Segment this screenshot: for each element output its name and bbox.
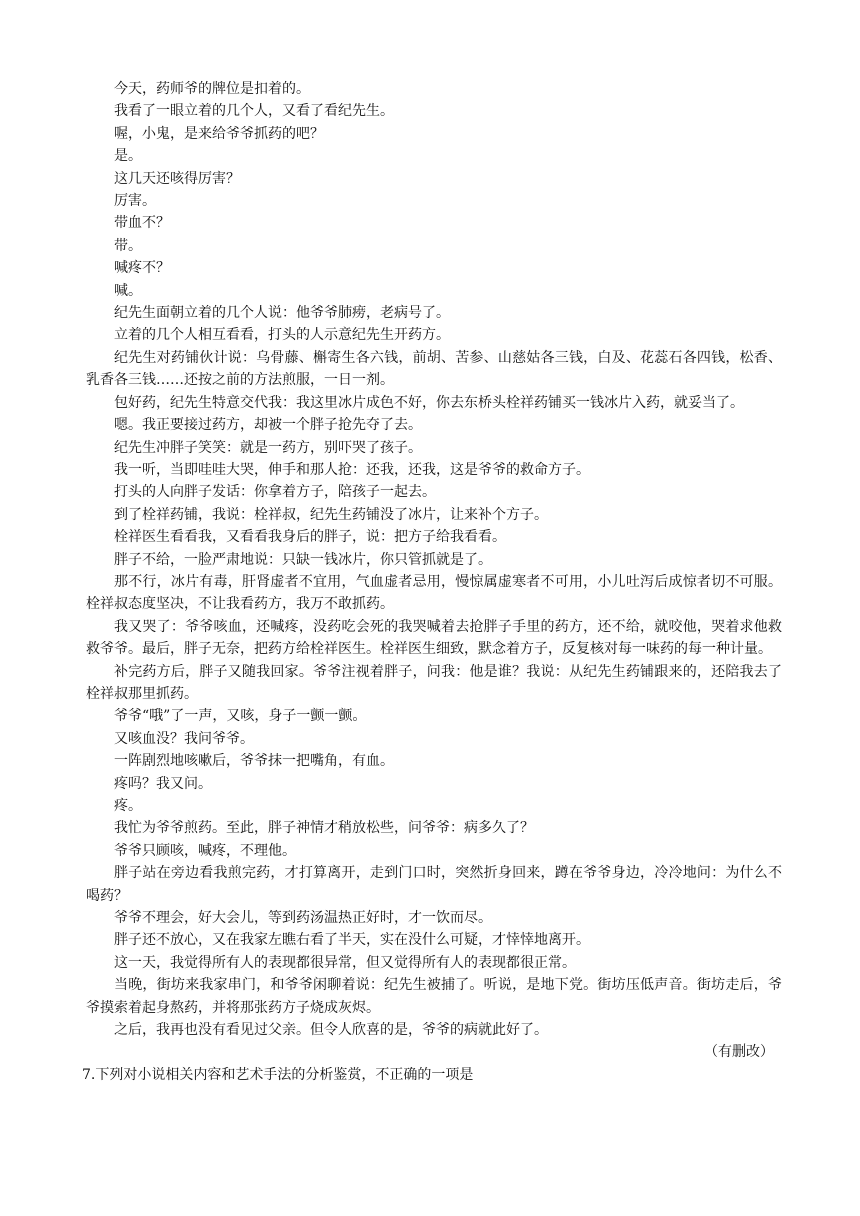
paragraph: 带血不？ [114,215,170,232]
paragraph: 补完药方后，胖子又随我回家。爷爷注视着胖子，问我：他是谁？我说：从纪先生药铺跟来的，还陪我去了栓祥叔那里抓药。 [86,663,782,702]
paragraph: 又咳血没？我问爷爷。 [114,730,254,747]
paragraph: 纪先生面朝立着的几个人说：他爷爷肺痨，老病号了。 [114,305,450,322]
source-note: （有删改） [704,1044,774,1061]
paragraph: 嗯。我正要接过药方，却被一个胖子抢先夺了去。 [114,417,422,434]
paragraph: 今天，药师爷的牌位是扣着的。 [114,81,310,97]
paragraph: 我忙为爷爷煎药。至此，胖子神情才稍放松些，问爷爷：病多久了？ [114,820,534,837]
paragraph: 带。 [114,237,142,254]
paragraph: 厉害。 [114,193,156,210]
paragraph: 喊疼不？ [114,260,170,277]
paragraph: 到了栓祥药铺，我说：栓祥叔，纪先生药铺没了冰片，让来补个方子。 [114,506,548,523]
paragraph: 胖子不给，一脸严肃地说：只缺一钱冰片，你只管抓就是了。 [114,551,492,568]
paragraph: 一阵剧烈地咳嗽后，爷爷抹一把嘴角，有血。 [114,753,394,770]
paragraph: 爷爷不理会，好大会儿，等到药汤温热正好时，才一饮而尽。 [114,910,492,927]
paragraph: 是。 [114,148,142,165]
paragraph: 纪先生冲胖子笑笑：就是一药方，别吓哭了孩子。 [114,439,422,456]
paragraph: 纪先生对药铺伙计说：乌骨藤、槲寄生各六钱，前胡、苦参、山慈姑各三钱，白及、花蕊石各四钱，松香、乳香各三钱……还按之前的方法煎服，一日一剂。 [86,349,782,389]
paragraph: 当晚，街坊来我家串门，和爷爷闲聊着说：纪先生被捕了。听说，是地下党。街坊压低声音。街坊走后，爷爷摸索着起身熬药，并将那张药方子烧成灰烬。 [86,977,782,1016]
paragraph: 包好药，纪先生特意交代我：我这里冰片成色不好，你去东桥头栓祥药铺买一钱冰片入药，就妥当了。 [114,394,744,411]
paragraph: 喔，小鬼，是来给爷爷抓药的吧？ [114,125,324,142]
paragraph: 爷爷“哦”了一声，又咳，身子一颤一颤。 [114,708,367,725]
paragraph: 之后，我再也没有看见过父亲。但令人欣喜的是，爷爷的病就此好了。 [114,1022,548,1039]
paragraph: 爷爷只顾咳，喊疼，不理他。 [114,842,296,859]
paragraph: 打头的人向胖子发话：你拿着方子，陪孩子一起去。 [114,484,436,501]
paragraph: 立着的几个人相互看看，打头的人示意纪先生开药方。 [114,327,450,344]
paragraph: 我一听，当即哇哇大哭，伸手和那人抢：还我，还我，这是爷爷的救命方子。 [114,461,590,478]
paragraph: 这一天，我觉得所有人的表现都很异常，但又觉得所有人的表现都很正常。 [114,954,576,971]
question-stem: 7.下列对小说相关内容和艺术手法的分析鉴赏，不正确的一项是 [82,1066,474,1083]
paragraph: 那不行，冰片有毒，肝肾虚者不宜用，气血虚者忌用，慢惊属虚寒者不可用，小儿吐泻后成惊者切不可服。栓祥叔态度坚决，不让我看药方，我万不敢抓药。 [86,573,782,613]
paragraph: 我看了一眼立着的几个人，又看了看纪先生。 [114,103,394,120]
paragraph: 疼吗？我又问。 [114,775,212,792]
paragraph: 胖子站在旁边看我煎完药，才打算离开，走到门口时，突然折身回来，蹲在爷爷身边，冷冷地问：为什么不喝药？ [86,865,782,904]
paragraph: 胖子还不放心，又在我家左瞧右看了半天，实在没什么可疑，才悻悻地离开。 [114,932,590,949]
paragraph: 喊。 [114,282,142,299]
paragraph: 我又哭了：爷爷咳血，还喊疼，没药吃会死的我哭喊着去抢胖子手里的药方，还不给，就咬他，哭着求他救救爷爷。最后，胖子无奈，把药方给栓祥医生。栓祥医生细致，默念着方子，反复核对每一味药的每一种计量。 [86,618,782,658]
paragraph: 这几天还咳得厉害？ [114,170,240,187]
document-body [82,78,782,1086]
paragraph: 疼。 [114,798,142,814]
paragraph: 栓祥医生看看我，又看看我身后的胖子，说：把方子给我看看。 [114,529,506,546]
